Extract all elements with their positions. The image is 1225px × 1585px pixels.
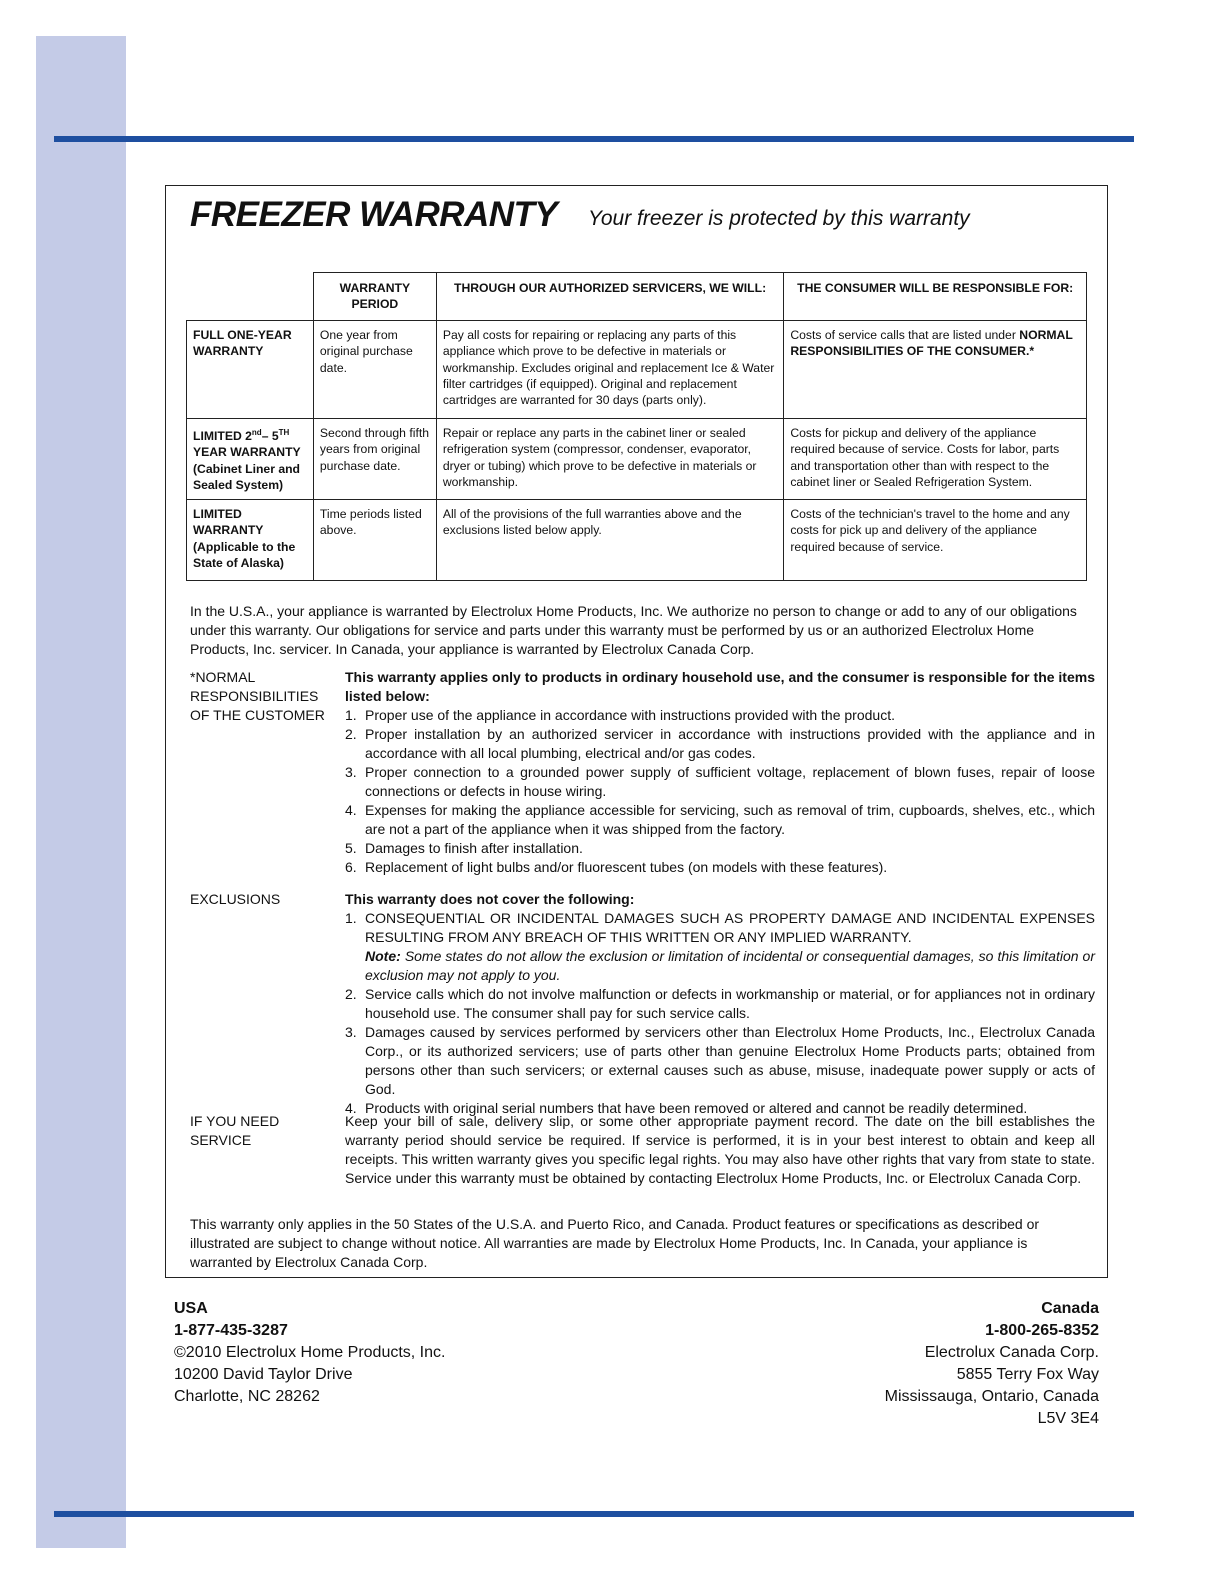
label-line: RESPONSIBILITIES [190,688,319,704]
canada-postal: L5V 3E4 [1037,1410,1099,1427]
service-body: Keep your bill of sale, delivery slip, or some other appropriate payment record. The date on the bill establishes the warranty period should service be required. If service is performed, it is in your best interest to obtain and keep all receipts. This written warranty gives you specific legal rights. You may also have other rights that vary from state to state. Service under this warranty must be obtained by contacting Electrolux Home Products, Inc. or Electrolux Canada Corp. [345,1113,1095,1186]
row-label-sup: nd [251,427,262,437]
row-consumer-emphasis: NORMAL RESPONSIBILITIES OF THE CONSUMER.* [790,327,1073,359]
row-label [187,418,314,499]
row-label-part: YEAR WARRANTY (Cabinet Liner and Sealed System) [193,445,301,493]
list-item-text: Products with original serial numbers that have been removed or altered and cannot be readily determined. [365,1100,1028,1116]
page-subtitle: Your freezer is protected by this warranty [588,207,970,230]
list-item-text: Replacement of light bulbs and/or fluorescent tubes (on models with these features). [365,859,888,875]
list-item-text: Proper use of the appliance in accordance with instructions provided with the product. [365,707,895,723]
usa-city: Charlotte, NC 28262 [174,1388,320,1405]
exclusions-label: EXCLUSIONS [190,891,281,907]
table-row [187,499,1087,580]
table-corner-cell [187,273,314,321]
row-label-part: LIMITED 2 [193,428,252,443]
row-we-will: Pay all costs for repairing or replacing any parts of this appliance which prove to be defective in materials or workmanship. Excludes original and replacement Ice & Water filter cartridges (if equipped). Original and replacement cartridges are warranted for 30 days (parts only). [436,320,784,418]
usa-company: ©2010 Electrolux Home Products, Inc. [174,1344,446,1361]
canada-country: Canada [1041,1300,1099,1317]
header-rule [54,136,1134,142]
list-item: 6. Replacement of light bulbs and/or fluorescent tubes (on models with these features). [345,859,888,875]
footer-rule [54,1511,1134,1517]
row-we-will: Repair or replace any parts in the cabinet liner or sealed refrigeration system (compressor, condenser, evaporator, dryer or tubing) which prove to be defective in materials or workmanship. [436,418,784,499]
canada-contact [885,1298,1099,1430]
row-label-sup: TH [278,427,290,437]
list-item: 1. CONSEQUENTIAL OR INCIDENTAL DAMAGES SUCH AS PROPERTY DAMAGE AND INCIDENTAL EXPENSES RESULTING FROM ANY BREACH OF THIS WRITTEN OR ANY IMPLIED WARRANTY. Note: Some states do not allow the exclusion or limitation of incidental or consequential damages, so this limitation or exclusion may not apply to you. [345,910,1096,983]
canada-city: Mississauga, Ontario, Canada [884,1388,1099,1405]
table-row [187,320,1087,418]
canada-street: 5855 Terry Fox Way [956,1366,1099,1383]
list-item-text: Proper installation by an authorized servicer in accordance with instructions provided with the appliance and in accordance with all local plumbing, electrical and/or gas codes. [365,726,1095,761]
warranty-table [186,272,1087,581]
row-label-part: – 5 [261,428,279,443]
usa-phone: 1-877-435-3287 [174,1322,288,1339]
header-we-will: THROUGH OUR AUTHORIZED SERVICERS, WE WILL: [436,273,784,321]
list-item: 1. Proper use of the appliance in accordance with instructions provided with the product. [345,707,895,723]
label-line: IF YOU NEED [190,1113,280,1129]
list-item-text: Service calls which do not involve malfunction or defects in workmanship or material, or for appliances not in ordinary household use. The consumer shall pay for such service calls. [365,986,1095,1021]
list-item-text: Damages to finish after installation. [365,840,583,856]
service-label [190,1112,279,1150]
row-period: Second through fifth years from original purchase date. [313,418,436,499]
usa-country: USA [174,1300,208,1317]
header-warranty-period: WARRANTY PERIOD [313,273,436,321]
row-we-will: All of the provisions of the full warranties above and the exclusions listed below apply. [436,499,784,580]
list-item: 3. Proper connection to a grounded power supply of sufficient voltage, replacement of blown fuses, repair of loose connections or defects in house wiring. [345,764,1095,799]
note-label: Note: [365,948,401,964]
list-item: 2. Proper installation by an authorized servicer in accordance with instructions provided with the appliance and in accordance with all local plumbing, electrical and/or gas codes. [345,726,1095,761]
list-item: 5. Damages to finish after installation. [345,840,583,856]
canada-company: Electrolux Canada Corp. [924,1344,1099,1361]
table-header-row [187,273,1087,321]
row-consumer [784,320,1087,418]
responsibility-list [345,706,1095,877]
list-item-text: Proper connection to a grounded power supply of sufficient voltage, replacement of blown fuses, repair of loose connections or defects in house wiring. [365,764,1095,799]
row-period: One year from original purchase date. [313,320,436,418]
exclusion-list [345,909,1095,1118]
list-item-text: Damages caused by services performed by servicers other than Electrolux Home Products, Inc., Electrolux Canada Corp., or its authorized servicers; use of parts other than genuine Electrolux Home Products parts; obtained from persons other than such servicers; or external causes such as abuse, misuse, inadequate power supply or acts of God. [365,1024,1095,1097]
list-item: 4. Expenses for making the appliance accessible for servicing, such as removal of trim, cupboards, shelves, etc., which are not a part of the appliance when it was shipped from the factory. [345,802,1095,837]
row-period: Time periods listed above. [313,499,436,580]
page-sidebar-band [36,36,126,1548]
normal-responsibilities-label [190,668,325,725]
normal-responsibilities-body [345,668,1095,877]
list-item: 4. Products with original serial numbers that have been removed or altered and cannot be readily determined. [345,1100,1028,1116]
row-label: FULL ONE-YEAR WARRANTY [187,320,314,418]
usa-street: 10200 David Taylor Drive [174,1366,353,1383]
list-item: 2. Service calls which do not involve malfunction or defects in workmanship or material, or for appliances not in ordinary household use. The consumer shall pay for such service calls. [345,986,1095,1021]
label-line: *NORMAL [190,669,256,685]
label-line: OF THE CUSTOMER [190,707,325,723]
label-line: SERVICE [190,1132,252,1148]
intro-paragraph: In the U.S.A., your appliance is warranted by Electrolux Home Products, Inc. We authorize no person to change or add to any of our obligations under this warranty. Our obligations for service and parts under this warranty must be performed by us or an authorized Electrolux Home Products, Inc. servicer. In Canada, your appliance is warranted by Electrolux Canada Corp. [190,603,1077,657]
section-heading: This warranty applies only to products in ordinary household use, and the consumer is responsible for the items listed below: [345,669,1095,704]
exclusions-body [345,890,1095,1118]
note-text: Some states do not allow the exclusion or limitation of incidental or consequential damages, so this limitation or exclusion may not apply to you. [365,948,1096,983]
section-heading: This warranty does not cover the following: [345,891,635,907]
footer-paragraph: This warranty only applies in the 50 States of the U.S.A. and Puerto Rico, and Canada. Product features or specifications as described or illustrated are subject to change without notice. All warranties are made by Electrolux Home Products, Inc. In Canada, your appliance is warranted by Electrolux Canada Corp. [190,1216,1040,1270]
row-label: LIMITED WARRANTY (Applicable to the State of Alaska) [187,499,314,580]
list-item-text: Expenses for making the appliance accessible for servicing, such as removal of trim, cupboards, shelves, etc., which are not a part of the appliance when it was shipped from the factory. [365,802,1095,837]
table-row [187,418,1087,499]
canada-phone: 1-800-265-8352 [985,1322,1099,1339]
row-consumer: Costs for pickup and delivery of the appliance required because of service. Costs for labor, parts and transportation other than with respect to the cabinet liner or Sealed Refrigeration System. [784,418,1087,499]
usa-contact [174,1298,445,1408]
row-consumer-text: Costs of service calls that are listed under [790,327,1016,342]
list-item-text: CONSEQUENTIAL OR INCIDENTAL DAMAGES SUCH AS PROPERTY DAMAGE AND INCIDENTAL EXPENSES RESULTING FROM ANY BREACH OF THIS WRITTEN OR ANY IMPLIED WARRANTY. [365,910,1095,945]
header-consumer: THE CONSUMER WILL BE RESPONSIBLE FOR: [784,273,1087,321]
page-title: FREEZER WARRANTY [190,195,558,234]
row-consumer: Costs of the technician's travel to the home and any costs for pick up and delivery of the appliance required because of service. [784,499,1087,580]
list-item: 3. Damages caused by services performed by servicers other than Electrolux Home Products, Inc., Electrolux Canada Corp., or its authorized servicers; use of parts other than genuine Electrolux Home Products parts; obtained from persons other than such servicers; or external causes such as abuse, misuse, inadequate power supply or acts of God. [345,1024,1095,1097]
